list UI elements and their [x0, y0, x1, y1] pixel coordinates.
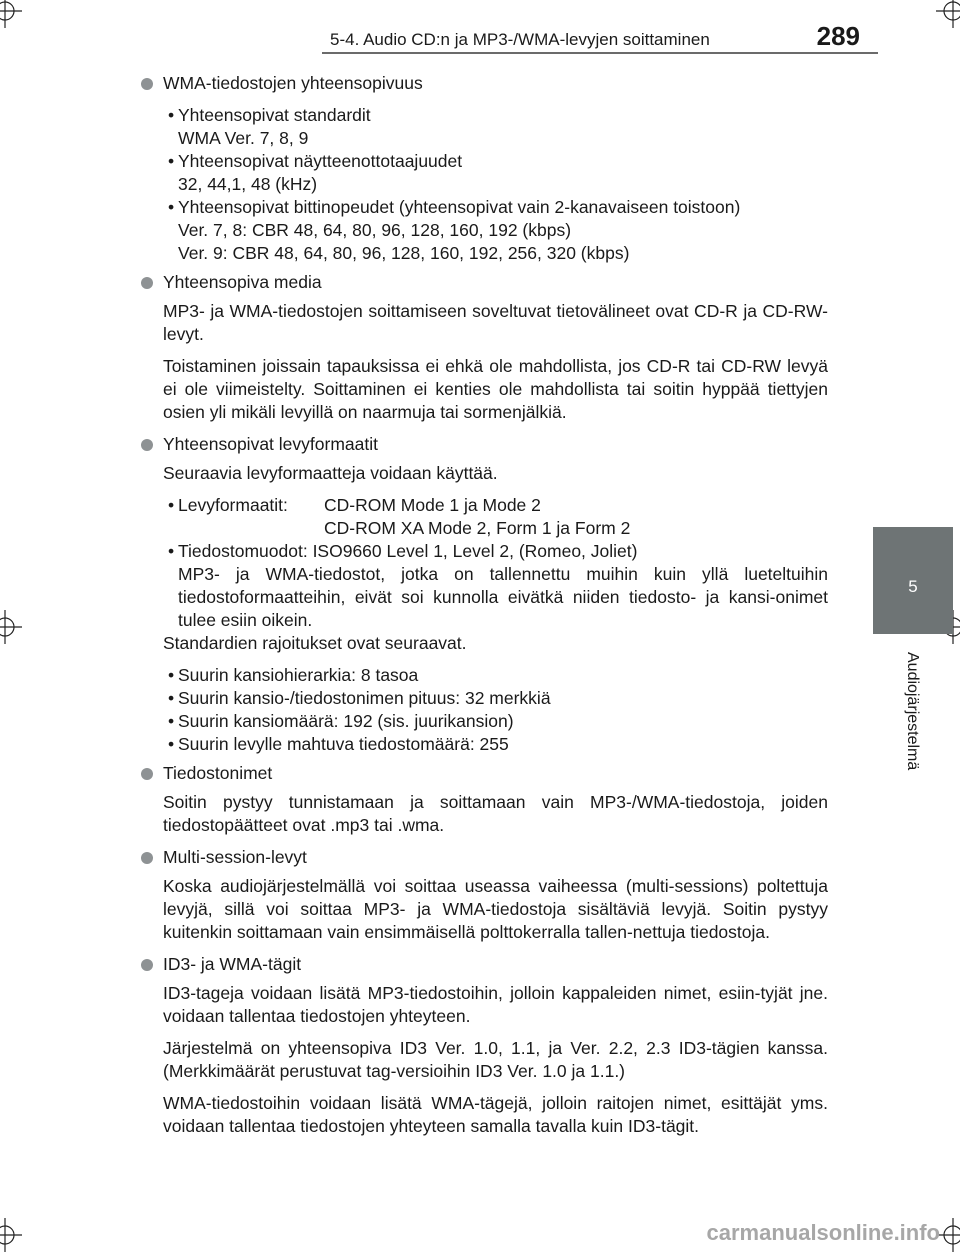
paragraph: ID3-tageja voidaan lisätä MP3-tiedostoihin, jolloin kappaleiden nimet, esiin-tyjät jne. voidaan tallentaa tiedostojen yhteyteen. — [163, 983, 828, 1026]
chapter-tab — [873, 527, 953, 634]
paragraph: Seuraavia levyformaatteja voidaan käyttää. — [163, 463, 498, 483]
bullet-circle-icon — [141, 852, 153, 864]
list-item: • Levyformaatit: CD-ROM Mode 1 ja Mode 2 CD-ROM XA Mode 2, Form 1 ja Form 2 — [168, 495, 631, 538]
watermark: carmanualsonline.info — [706, 1220, 940, 1245]
section-heading: WMA-tiedostojen yhteensopivuus — [136, 72, 828, 95]
section-heading: Yhteensopiva media — [136, 271, 828, 294]
section-wma — [136, 72, 828, 265]
section-heading: Multi-session-levyt — [136, 846, 828, 869]
chapter-label-container — [903, 652, 925, 852]
paragraph: Koska audiojärjestelmällä voi soittaa useassa vaiheessa (multi-sessions) poltettuja levyjä, sillä voi soittaa MP3- ja WMA-tiedostoja sisältäviä levyjä. Soitin pystyy kuitenkin soittamaan vain ensimmäisellä polttokerralla tallen-nettuja tiedostoja. — [163, 876, 828, 942]
paragraph: WMA-tiedostoihin voidaan lisätä WMA-tägejä, jolloin raitojen nimet, esittäjät yms. voidaan tallentaa tiedostojen yhteyteen samalla tavalla kuin ID3-tägit. — [163, 1093, 828, 1136]
section-tags — [136, 953, 828, 1138]
header-rule — [322, 52, 878, 54]
section-media — [136, 271, 828, 424]
section-multisession — [136, 846, 828, 944]
list-item: • Suurin kansiomäärä: 192 (sis. juurikansion) — [168, 711, 514, 731]
section-heading: ID3- ja WMA-tägit — [136, 953, 828, 976]
list-item: • Suurin kansiohierarkia: 8 tasoa — [168, 665, 419, 685]
section-heading: Tiedostonimet — [136, 762, 828, 785]
chapter-label: Audiojärjestelmä — [904, 652, 921, 771]
crop-mark-bottom-left — [0, 1218, 22, 1252]
list-item: • Suurin levylle mahtuva tiedostomäärä: 255 — [168, 734, 509, 754]
paragraph: Järjestelmä on yhteensopiva ID3 Ver. 1.0, 1.1, ja Ver. 2.2, 2.3 ID3-tägien kanssa. (Merkkimäärät perustuvat tag-versioihin ID3 Ver. 1.0 ja 1.1.) — [163, 1038, 828, 1081]
chapter-number: 5 — [908, 577, 918, 596]
section-formats — [136, 433, 828, 756]
list-item: • Yhteensopivat bittinopeudet (yhteensopivat vain 2-kanavaiseen toistoon) Ver. 7, 8: CBR 48, 64, 80, 96, 128, 160, 192 (kbps) Ver. 9: CBR 48, 64, 80, 96, 128, 160, 192, 256, 320 (kbps) — [168, 197, 741, 263]
bullet-circle-icon — [141, 439, 153, 451]
list-item: • Yhteensopivat näytteenottotaajuudet 32, 44,1, 48 (kHz) — [168, 151, 463, 194]
bullet-circle-icon — [141, 768, 153, 780]
section-filenames — [136, 762, 828, 837]
bullet-circle-icon — [141, 959, 153, 971]
crop-mark-mid-left — [0, 610, 22, 644]
bullet-circle-icon — [141, 277, 153, 289]
list-item: • Tiedostomuodot: ISO9660 Level 1, Level 2, (Romeo, Joliet) MP3- ja WMA-tiedostot, jotka on tallennettu muihin kuin yllä lueteltuihin tiedostoformaatteihin, eivät soi kunnolla eivätkä niiden tiedosto- ja kansi-onimet tulee esiin oikein. — [168, 541, 828, 630]
page-number: 289 — [816, 21, 860, 51]
paragraph: Soitin pystyy tunnistamaan ja soittamaan vain MP3-/WMA-tiedostoja, joiden tiedostopäätteet ovat .mp3 tai .wma. — [163, 792, 828, 835]
paragraph: Standardien rajoitukset ovat seuraavat. — [163, 633, 467, 653]
list-item: • Suurin kansio-/tiedostonimen pituus: 32 merkkiä — [168, 688, 551, 708]
paragraph: MP3- ja WMA-tiedostojen soittamiseen soveltuvat tietovälineet ovat CD-R ja CD-RW-levyt. — [163, 301, 828, 344]
section-title: 5-4. Audio CD:n ja MP3-/WMA-levyjen soittaminen — [330, 30, 710, 49]
page-content — [136, 72, 828, 1147]
page-header — [0, 0, 960, 56]
section-heading: Yhteensopivat levyformaatit — [136, 433, 828, 456]
list-item: • Yhteensopivat standardit WMA Ver. 7, 8, 9 — [168, 105, 371, 148]
bullet-circle-icon — [141, 78, 153, 90]
paragraph: Toistaminen joissain tapauksissa ei ehkä ole mahdollista, jos CD-R tai CD-RW levyä ei ole viimeistelty. Soittaminen ei kenties ole mahdollista tai soitin hyppää tiettyjen osien yli mikäli levyillä on naarmuja tai sormenjälkiä. — [163, 356, 828, 422]
